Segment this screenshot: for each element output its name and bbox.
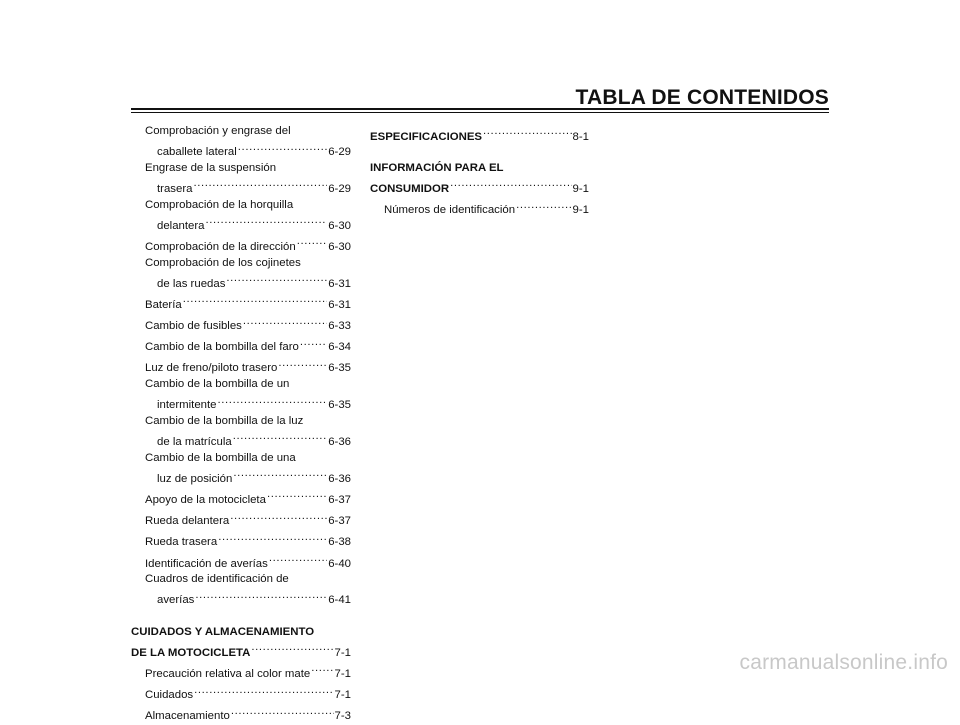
toc-leader-dots [206,213,328,229]
toc-entry-text: delantera [157,219,205,232]
toc-leader-dots [243,314,327,330]
toc-page-number: 7-1 [334,689,351,702]
toc-entry[interactable] [131,466,351,487]
toc-page-number: 7-1 [334,646,351,659]
toc-page-number: 9-1 [572,182,589,195]
toc-entry[interactable] [131,429,351,450]
toc-page-number: 6-35 [328,362,351,375]
toc-entry-text: Cambio de la bombilla de un [145,378,290,391]
toc-page-number: 6-38 [328,536,351,549]
toc-entry [131,124,351,140]
toc-page-number: 6-35 [328,399,351,412]
toc-page-number: 6-37 [328,515,351,528]
toc-entry-text: caballete lateral [157,146,237,159]
toc-entry[interactable] [131,176,351,197]
toc-entry-text: ESPECIFICACIONES [370,130,483,143]
toc-entry [131,414,351,430]
toc-leader-dots [233,429,327,445]
toc-entry-text: Almacenamiento [145,710,230,723]
toc-leader-dots [194,683,333,699]
toc-leader-dots [267,487,327,503]
toc-page-number: 6-29 [328,146,351,159]
toc-page-number: 6-37 [328,494,351,506]
toc-entry-text: intermitente [157,399,217,412]
toc-entry-text: Engrase de la suspensión [145,161,277,174]
toc-entry-text: Apoyo de la motocicleta [145,494,266,506]
toc-entry [131,198,351,214]
toc-entry[interactable] [131,704,351,725]
toc-entry-text: trasera [157,182,193,195]
toc-entry-text: DE LA MOTOCICLETA [131,646,251,659]
toc-entry[interactable] [370,176,589,197]
toc-page-number: 6-41 [328,594,351,607]
toc-entry-text: Cambio de la bombilla del faro [145,341,299,354]
toc-entry-text: Rueda trasera [145,536,218,549]
toc-entry[interactable] [131,292,351,313]
toc-entry-text: luz de posición [157,472,233,485]
toc-leader-dots [311,661,333,677]
toc-leader-dots [218,530,327,546]
toc-leader-dots [278,356,327,372]
toc-entry[interactable] [131,551,351,572]
toc-page-number: 6-30 [328,240,351,253]
toc-entry [131,161,351,177]
toc-leader-dots [297,234,327,250]
toc-leader-dots [269,551,327,567]
toc-entry-text: de la matrícula [157,436,232,449]
toc-entry-text: de las ruedas [157,277,226,290]
toc-entry[interactable] [131,588,351,609]
toc-page-number: 6-29 [328,182,351,195]
toc-entry-text: Cambio de fusibles [145,320,242,333]
toc-page-number: 6-31 [328,298,351,311]
toc-entry [370,161,589,177]
toc-entry-text: Cuadros de identificación de [145,573,289,586]
toc-entry [131,256,351,272]
toc-entry[interactable] [131,335,351,356]
toc-leader-dots [233,466,327,482]
toc-entry [131,377,351,393]
toc-entry-text: Cuidados [145,689,194,702]
toc-page-number: 9-1 [572,204,589,217]
toc-leader-dots [450,176,571,192]
toc-leader-dots [195,588,327,604]
toc-leader-dots [231,704,334,720]
toc-entry[interactable] [131,314,351,335]
toc-leader-dots [238,140,327,156]
toc-entry-text: averías [157,594,195,607]
toc-entry-text: Comprobación de la horquilla [145,198,294,211]
toc-entry[interactable] [131,271,351,292]
toc-page-number: 7-3 [334,710,351,723]
watermark: carmanualsonline.info [739,651,948,674]
toc-entry-text: INFORMACIÓN PARA EL [370,161,504,174]
toc-column-right [370,124,589,219]
toc-entry-text: Comprobación de la dirección [145,240,296,253]
toc-page-number: 6-36 [328,436,351,449]
toc-entry[interactable] [131,213,351,234]
toc-entry[interactable] [131,661,351,682]
toc-leader-dots [218,393,328,409]
toc-entry-text: CONSUMIDOR [370,182,450,195]
toc-spacer [131,609,351,625]
toc-leader-dots [251,640,333,656]
toc-entry-text: Comprobación y engrase del [145,125,291,137]
toc-leader-dots [300,335,327,351]
toc-entry-text: CUIDADOS Y ALMACENAMIENTO [131,625,315,638]
toc-entry-text: Comprobación de los cojinetes [145,256,301,269]
toc-entry [131,572,351,588]
toc-entry-text: Batería [145,298,182,311]
toc-entry[interactable] [131,234,351,255]
toc-entry[interactable] [131,530,351,551]
toc-column-left [131,124,351,725]
toc-page-number: 6-40 [328,557,351,570]
toc-entry-text: Cambio de la bombilla de una [145,451,296,464]
toc-entry[interactable] [131,487,351,508]
toc-entry[interactable] [131,683,351,704]
toc-page-number: 6-33 [328,320,351,333]
title-rule-thick [131,108,829,110]
toc-entry [131,451,351,467]
toc-entry [131,625,351,641]
toc-entry[interactable] [131,640,351,661]
toc-leader-dots [230,509,327,525]
toc-page-number: 8-1 [572,130,589,143]
toc-page-number: 6-30 [328,219,351,232]
toc-entry[interactable] [131,509,351,530]
toc-page-number: 6-36 [328,472,351,485]
toc-entry-text: Números de identificación [384,204,516,217]
toc-entry[interactable] [131,140,351,161]
toc-entry-text: Precaución relativa al color mate [145,667,311,680]
toc-leader-dots [483,124,572,140]
toc-entry[interactable] [370,124,589,145]
toc-entry-text: Rueda delantera [145,515,230,528]
toc-page-number: 6-34 [328,341,351,354]
toc-leader-dots [226,271,327,287]
toc-page-number: 6-31 [328,277,351,290]
toc-leader-dots [516,198,571,214]
toc-entry[interactable] [131,356,351,377]
toc-spacer [370,145,589,161]
toc-leader-dots [183,292,327,308]
page-title: TABLA DE CONTENIDOS [575,86,829,109]
title-rule-thin [131,112,829,113]
toc-entry-text: Identificación de averías [145,557,268,570]
toc-entry-text: Cambio de la bombilla de la luz [145,414,304,427]
toc-leader-dots [193,176,327,192]
toc-entry[interactable] [370,198,589,219]
toc-entry[interactable] [131,393,351,414]
toc-entry-text: Luz de freno/piloto trasero [145,362,278,375]
toc-page-number: 7-1 [334,667,351,680]
